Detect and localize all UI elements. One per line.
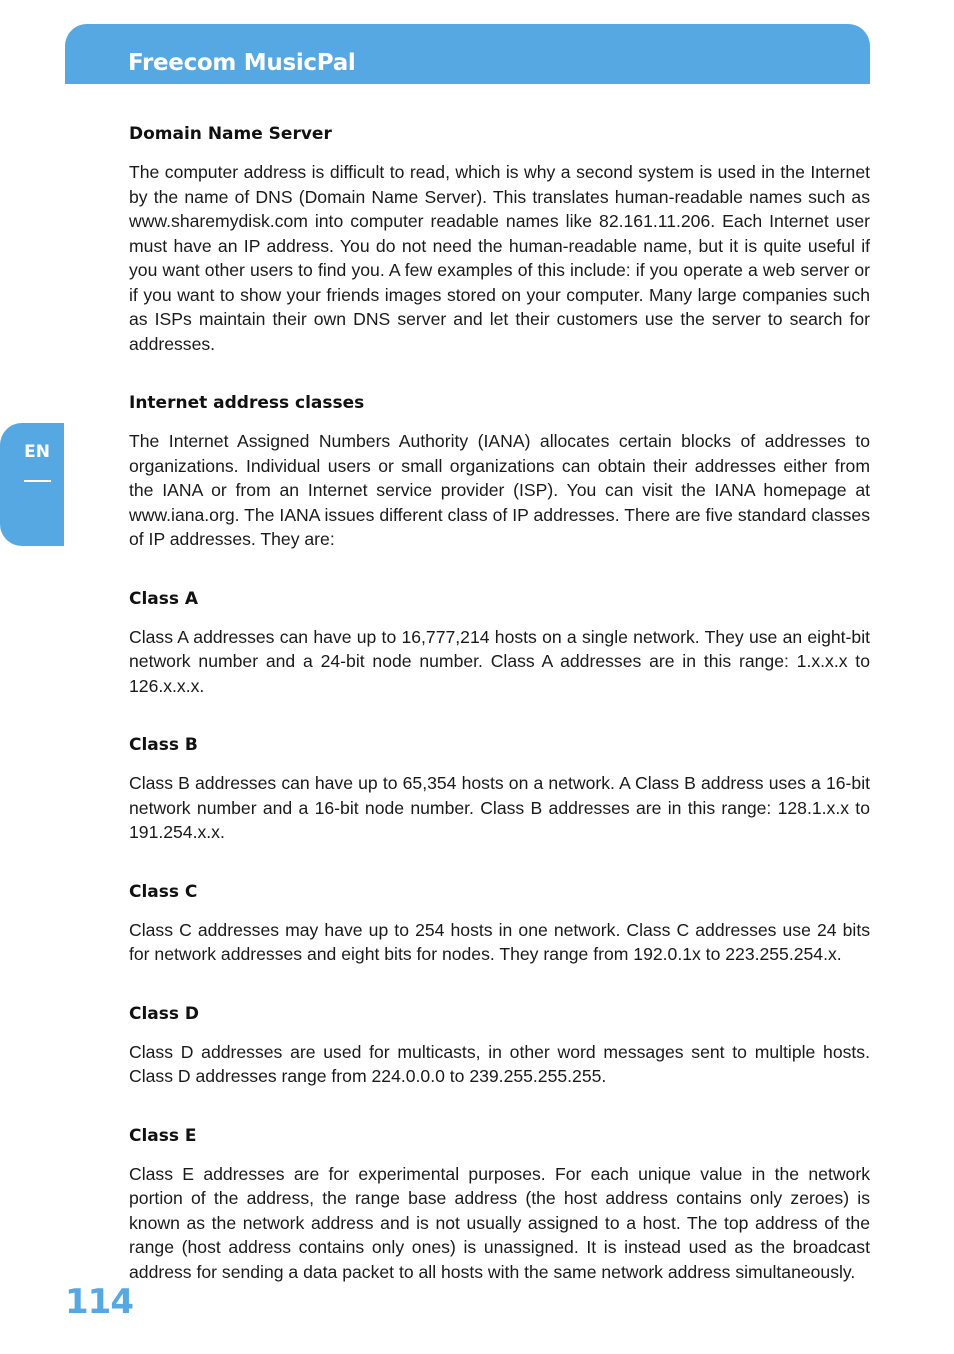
section-body: Class E addresses are for experimental purposes. For each unique value in the network portion of the address, the range base address (the host address contains only zeroes) is known as the network address and is not usually assigned to a host. The top address of the range (host address contains only ones) is unassigned. It is instead used as the broadcast address for sending a data packet to all hosts with the same network address simultaneously. xyxy=(129,1163,870,1282)
section-heading: Class D xyxy=(129,1003,200,1024)
header-title: Freecom MusicPal xyxy=(128,50,356,76)
header-bar xyxy=(65,24,870,84)
language-tab-rule xyxy=(24,480,51,482)
language-tab xyxy=(0,423,64,546)
section-heading: Domain Name Server xyxy=(129,124,332,144)
section-domain-name-server xyxy=(129,124,870,356)
section-body: Class B addresses can have up to 65,354 hosts on a network. A Class B address uses a 16-bit network number and a 16-bit node number. Class B addresses are in this range: 128.1.x.x to 191.254.x.x. xyxy=(129,773,870,842)
section-class-c xyxy=(129,882,870,967)
section-internet-address-classes xyxy=(129,393,870,552)
section-class-b xyxy=(129,735,870,845)
section-heading: Class E xyxy=(129,1125,197,1146)
section-heading: Internet address classes xyxy=(129,393,365,413)
section-class-e xyxy=(129,1126,870,1285)
main-content xyxy=(129,124,870,1321)
section-heading: Class C xyxy=(129,881,198,902)
section-body: Class D addresses are used for multicasts, in other word messages sent to multiple hosts. Class D addresses range from 224.0.0.0 to 239.255.255.255. xyxy=(129,1041,870,1086)
section-heading: Class A xyxy=(129,588,199,609)
section-class-d xyxy=(129,1004,870,1089)
language-label: EN xyxy=(24,442,50,462)
section-body: Class A addresses can have up to 16,777,214 hosts on a single network. They use an eight-bit network number and a 24-bit node number. Class A addresses are in this range: 1.x.x.x to 126.x.x.x. xyxy=(129,626,870,696)
section-class-a xyxy=(129,589,870,699)
page-number: 114 xyxy=(65,1282,133,1322)
section-heading: Class B xyxy=(129,735,198,755)
section-body: The Internet Assigned Numbers Authority (IANA) allocates certain blocks of addresses to organizations. Individual users or small organizations can obtain their addresses either from the IANA or from an Internet service provider (ISP). You can visit the IANA homepage at www.iana.org. The IANA issues different class of IP addresses. There are five standard classes of IP addresses. They are: xyxy=(129,431,870,549)
section-body: The computer address is difficult to read, which is why a second system is used in the Internet by the name of DNS (Domain Name Server). This translates human-readable names such as www.sharemydisk.com into computer readable names like 82.161.11.206. Each Internet user must have an IP address. You do not need the human-readable name, but it is quite useful if you want other users to find you. A few examples of this include: if you operate a web server or if you want to show your friends images stored on your computer. Many large companies such as ISPs maintain their own DNS server and let their customers use the server to search for addresses. xyxy=(129,162,870,354)
section-body: Class C addresses may have up to 254 hosts in one network. Class C addresses use 24 bits for network addresses and eight bits for nodes. They range from 192.0.1x to 223.255.254.x. xyxy=(129,919,870,964)
